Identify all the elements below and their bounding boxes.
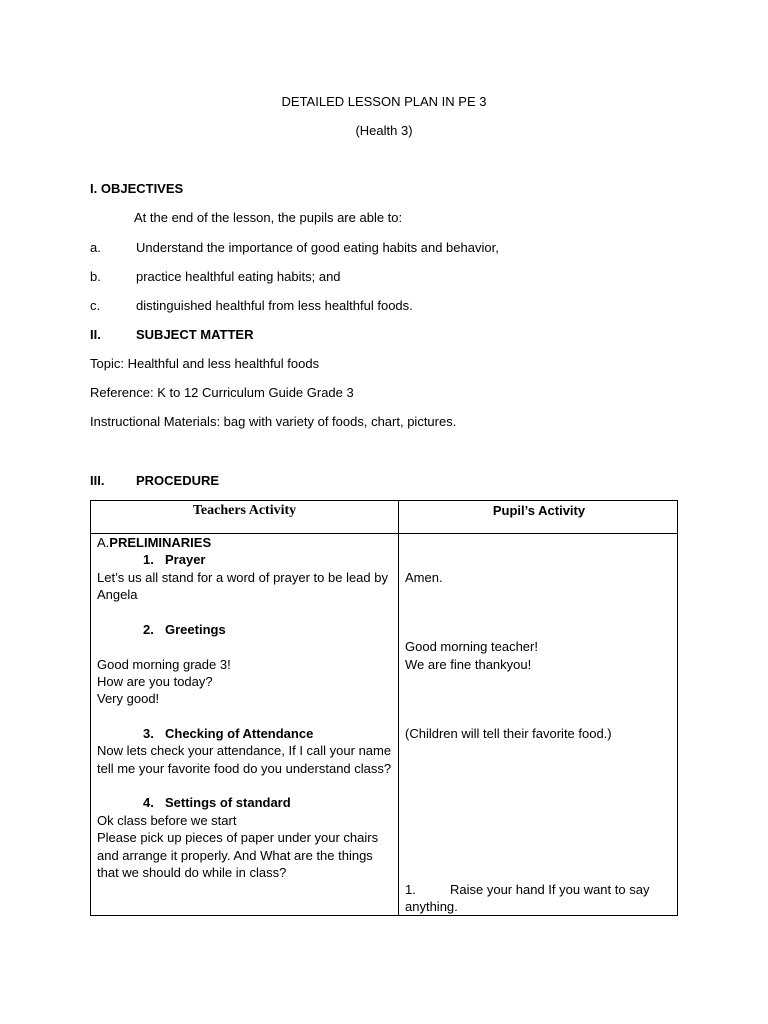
teacher-line: and arrange it properly. And What are the things xyxy=(97,848,373,863)
procedure-heading: PROCEDURE xyxy=(136,473,220,488)
subject-matter-heading: SUBJECT MATTER xyxy=(136,327,254,342)
objective-marker: a. xyxy=(90,240,101,255)
table-column-divider xyxy=(398,501,399,915)
step-number: 4. xyxy=(143,795,154,810)
pupil-rule-number: 1. xyxy=(405,882,416,897)
topic-line: Topic: Healthful and less healthful foods xyxy=(90,356,320,371)
section-preliminaries: A.PRELIMINARIES xyxy=(97,535,212,550)
document-title: DETAILED LESSON PLAN IN PE 3 xyxy=(281,94,487,109)
step-number: 3. xyxy=(143,726,154,741)
teacher-line: Let’s us all stand for a word of prayer to be lead by xyxy=(97,570,388,585)
teacher-line: Ok class before we start xyxy=(97,813,237,828)
procedure-table xyxy=(90,500,678,916)
header-pupils-activity: Pupil’s Activity xyxy=(492,503,586,518)
pupil-response: We are fine thankyou! xyxy=(405,657,532,672)
objectives-intro: At the end of the lesson, the pupils are able to: xyxy=(134,210,403,225)
step-greetings: Greetings xyxy=(165,622,226,637)
teacher-line: tell me your favorite food do you understand class? xyxy=(97,761,392,776)
document-subtitle: (Health 3) xyxy=(355,123,413,138)
procedure-number: III. xyxy=(90,473,105,488)
objective-item: distinguished healthful from less healthful foods. xyxy=(136,298,413,313)
objective-item: practice healthful eating habits; and xyxy=(136,269,341,284)
materials-line: Instructional Materials: bag with variety of foods, chart, pictures. xyxy=(90,414,457,429)
teacher-line: Good morning grade 3! xyxy=(97,657,231,672)
subject-matter-number: II. xyxy=(90,327,101,342)
teacher-line: How are you today? xyxy=(97,674,213,689)
pupil-response: (Children will tell their favorite food.) xyxy=(405,726,612,741)
pupil-response: anything. xyxy=(405,899,458,914)
objectives-heading: I. OBJECTIVES xyxy=(90,181,184,196)
pupil-response: Raise your hand If you want to say xyxy=(450,882,650,897)
teacher-line: Please pick up pieces of paper under your chairs xyxy=(97,830,379,845)
header-teachers-activity: Teachers Activity xyxy=(192,503,297,518)
step-number: 2. xyxy=(143,622,154,637)
teacher-line: Very good! xyxy=(97,691,160,706)
teacher-line: Now lets check your attendance, If I call your name xyxy=(97,743,392,758)
step-standard: Settings of standard xyxy=(165,795,291,810)
objective-item: Understand the importance of good eating habits and behavior, xyxy=(136,240,499,255)
objective-marker: c. xyxy=(90,298,101,313)
pupil-response: Good morning teacher! xyxy=(405,639,538,654)
step-number: 1. xyxy=(143,552,154,567)
reference-line: Reference: K to 12 Curriculum Guide Grade 3 xyxy=(90,385,354,400)
teacher-line: Angela xyxy=(97,587,138,602)
step-prayer: Prayer xyxy=(165,552,206,567)
step-attendance: Checking of Attendance xyxy=(165,726,314,741)
objective-marker: b. xyxy=(90,269,101,284)
pupil-response: Amen. xyxy=(405,570,443,585)
teacher-line: that we should do while in class? xyxy=(97,865,287,880)
